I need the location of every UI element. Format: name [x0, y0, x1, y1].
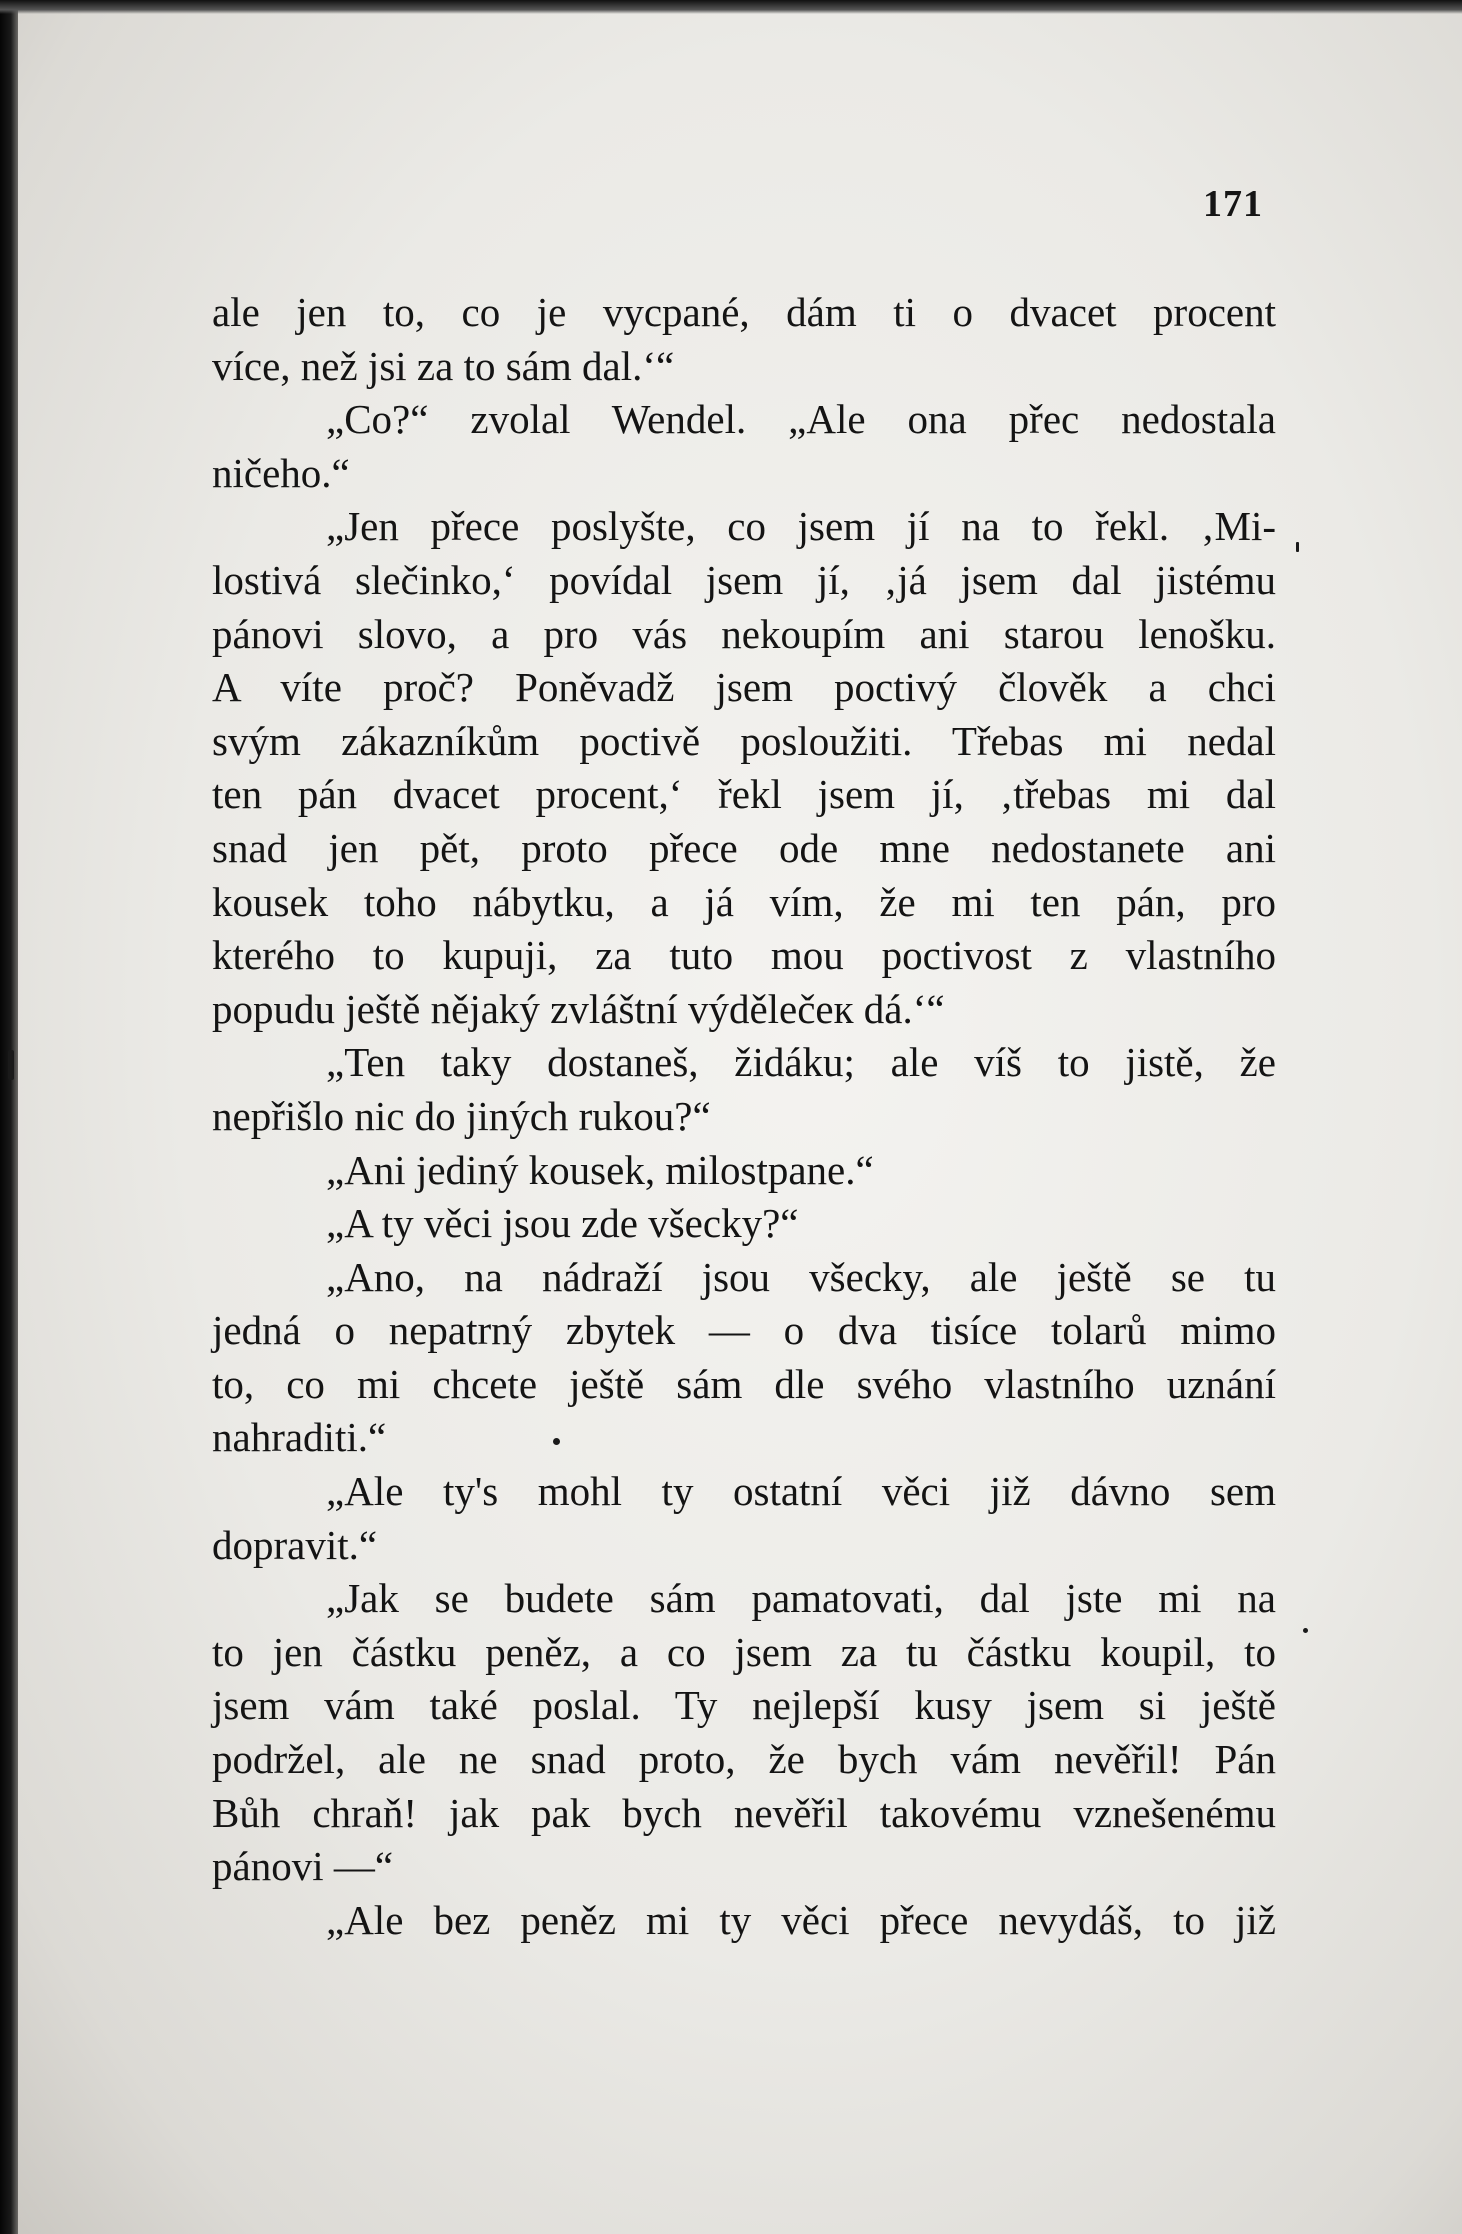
text-line: pánovi slovo, a pro vás nekoupím ani starou lenošku. [212, 610, 1276, 657]
scan-speck [1303, 1628, 1308, 1633]
text-line: popudu ještě nějaký zvláštní výdělečeк dá.‘“ [212, 985, 945, 1032]
text-line: podržel, ale ne snad proto, že bych vám nevěřil! Pán [212, 1736, 1276, 1783]
text-line: to, co mi chcete ještě sám dle svého vlastního uznání [212, 1360, 1276, 1407]
text-line: „Ano, na nádraží jsou všecky, ale ještě se tu [326, 1253, 1276, 1300]
text-line: „Co?“ zvolal Wendel. „Ale ona přec nedostala [326, 396, 1276, 443]
text-line: svým zákazníkům poctivě posloužiti. Třebas mi nedal [212, 717, 1276, 764]
text-line: „Ten taky dostaneš, židáku; ale víš to jistě, že [326, 1039, 1276, 1086]
page-binding-edge [0, 0, 18, 2234]
text-line: více, než jsi za to sám dal.‘“ [212, 342, 675, 389]
scan-speck [8, 1050, 14, 1080]
text-line: „Jen přece poslyšte, co jsem jí na to řekl. ‚Mi- [326, 503, 1276, 550]
page-number: 171 [1203, 183, 1263, 225]
text-line: ten pán dvacet procent,‘ řekl jsem jí, ‚třebas mi dal [212, 771, 1276, 818]
text-line: „Jak se budete sám pamatovati, dal jste mi na [326, 1575, 1276, 1622]
text-line: A víte proč? Poněvadž jsem poctivý člověk a chci [212, 664, 1276, 711]
text-line: nahraditi.“ [212, 1414, 387, 1461]
scan-speck [1296, 542, 1299, 552]
text-line: kousek toho nábytku, a já vím, že mi ten pán, pro [212, 878, 1276, 925]
text-line: „Ale ty's mohl ty ostatní věci již dávno sem [326, 1468, 1276, 1515]
text-line: ale jen to, co je vycpané, dám ti o dvacet procent [212, 289, 1276, 335]
text-line: „Ani jediný kousek, milostpane.“ [326, 1146, 874, 1193]
text-line: dopravit.“ [212, 1521, 378, 1568]
text-line: jedná o nepatrný zbytek — o dva tisíce tolarů mimo [212, 1307, 1276, 1354]
text-line: ničeho.“ [212, 449, 350, 496]
text-line: jsem vám také poslal. Ty nejlepší kusy jsem si ještě [212, 1682, 1276, 1729]
text-line: Bůh chraň! jak pak bych nevěřil takovému vznešenému [212, 1789, 1276, 1836]
text-line: lostivá slečinko,‘ povídal jsem jí, ‚já jsem dal jistému [212, 556, 1276, 603]
text-line: nepřišlo nic do jiných rukou?“ [212, 1092, 711, 1139]
text-line: to jen částku peněz, a co jsem za tu částku koupil, to [212, 1628, 1276, 1675]
text-line: „Ale bez peněz mi ty věci přece nevydáš, to již [326, 1896, 1276, 1943]
page-top-edge [0, 0, 1462, 14]
body-text [212, 286, 1276, 1947]
text-line: snad jen pět, proto přece ode mne nedostanete ani [212, 824, 1276, 871]
text-line: kterého to kupuji, za tuto mou poctivost z vlastního [212, 932, 1276, 979]
scan-speck [553, 1438, 560, 1445]
text-line: „A ty věci jsou zde všecky?“ [326, 1200, 799, 1247]
text-line: pánovi —“ [212, 1843, 394, 1890]
